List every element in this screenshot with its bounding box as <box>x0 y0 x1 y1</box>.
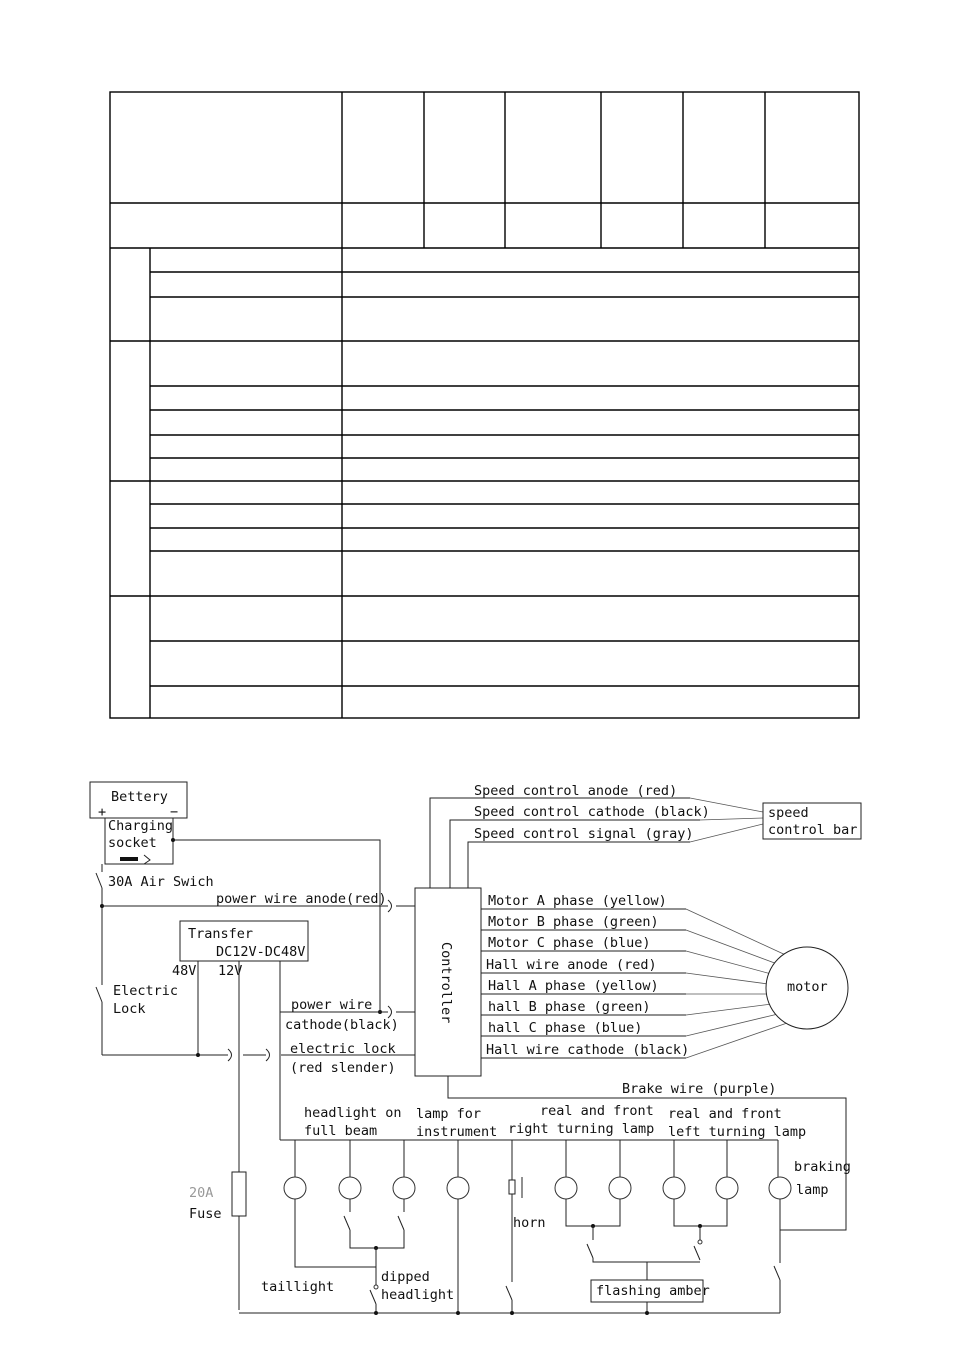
power-anode-wire <box>100 891 415 912</box>
transfer-12v: 12V <box>218 963 243 979</box>
motor-label: motor <box>787 979 828 995</box>
transfer-converter <box>172 921 308 1310</box>
speed-bar-line1: speed <box>768 805 809 821</box>
flashing-amber <box>591 1280 710 1313</box>
dipped-line1: dipped <box>381 1269 430 1285</box>
taillight-lamp <box>284 1177 306 1199</box>
horn-label: horn <box>513 1215 546 1231</box>
charging-socket <box>105 818 173 864</box>
flashing-amber-label: flashing amber <box>596 1283 710 1299</box>
braking-lamp-line2: lamp <box>796 1182 829 1198</box>
battery-label: Bettery <box>111 789 168 805</box>
power-cathode-line2: cathode(black) <box>285 1017 399 1033</box>
left-turn-line1: real and front <box>668 1106 782 1122</box>
braking-lamp <box>769 1140 791 1313</box>
electric-lock-wire-line2: (red slender) <box>290 1060 396 1076</box>
hall-wire-anode: Hall wire anode (red) <box>486 957 657 973</box>
electric-lock-wire <box>102 1041 415 1076</box>
battery-minus: − <box>170 804 179 820</box>
controller-label: Controller <box>438 942 454 1024</box>
headlight-full-line1: headlight on <box>304 1105 402 1121</box>
dipped-line2: headlight <box>381 1287 455 1303</box>
speed-wire-signal: Speed control signal (gray) <box>474 826 694 842</box>
speed-wire-cathode: Speed control cathode (black) <box>474 804 710 820</box>
electric-lock-wire-line1: electric lock <box>290 1041 396 1057</box>
charging-socket-line1: Charging <box>108 818 174 834</box>
motor-wires <box>481 893 790 1058</box>
motor-wire-b: Motor B phase (green) <box>488 914 659 930</box>
electric-lock-line1: Electric <box>113 983 179 999</box>
transfer-line2: DC12V-DC48V <box>216 944 306 960</box>
charging-socket-line2: socket <box>108 835 157 851</box>
speed-bar-line2: control bar <box>768 822 858 838</box>
right-turn-lamps <box>555 1140 700 1262</box>
left-turn-lamps <box>647 1140 738 1280</box>
brake-wire <box>448 1076 846 1230</box>
battery-plus: + <box>98 804 107 820</box>
right-turn-line1: real and front <box>540 1103 654 1119</box>
hall-wire-b: hall B phase (green) <box>488 999 651 1015</box>
power-cathode-line1: power wire <box>291 997 373 1013</box>
headlight-low-lamp <box>339 1177 361 1199</box>
electric-lock-switch <box>96 983 178 1055</box>
instrument-lamp-line1: lamp for <box>416 1106 482 1122</box>
instrument-lamp-line2: instrument <box>416 1124 498 1140</box>
air-switch-label: 30A Air Swich <box>108 874 214 890</box>
speed-control-bar <box>763 803 861 839</box>
fuse-rating: 20A <box>189 1185 214 1201</box>
brake-wire-label: Brake wire (purple) <box>622 1081 777 1097</box>
power-anode-label: power wire anode(red) <box>216 891 387 907</box>
transfer-48v: 48V <box>172 963 197 979</box>
motor <box>766 947 848 1029</box>
horn <box>506 1140 546 1313</box>
taillight-label: taillight <box>261 1279 335 1295</box>
power-cathode-wire <box>280 997 415 1033</box>
controller <box>415 888 481 1076</box>
hall-wire-c: hall C phase (blue) <box>488 1020 643 1036</box>
right-turn-line2: right turning lamp <box>508 1121 655 1137</box>
braking-lamp-line1: braking <box>794 1159 851 1175</box>
electric-lock-line2: Lock <box>113 1001 146 1017</box>
headlight-high-lamp <box>393 1177 415 1199</box>
motor-wire-c: Motor C phase (blue) <box>488 935 651 951</box>
transfer-line1: Transfer <box>188 926 254 942</box>
left-turn-line2: left turning lamp <box>668 1124 807 1140</box>
battery <box>90 782 187 820</box>
speed-control-wires <box>430 783 763 888</box>
hall-wire-a: Hall A phase (yellow) <box>488 978 659 994</box>
hall-wire-cathode: Hall wire cathode (black) <box>486 1042 690 1058</box>
fuse-label: Fuse <box>189 1206 222 1222</box>
fuse <box>189 1172 246 1222</box>
motor-wire-a: Motor A phase (yellow) <box>488 893 667 909</box>
headlight-full-line2: full beam <box>304 1123 378 1139</box>
speed-wire-anode: Speed control anode (red) <box>474 783 678 799</box>
